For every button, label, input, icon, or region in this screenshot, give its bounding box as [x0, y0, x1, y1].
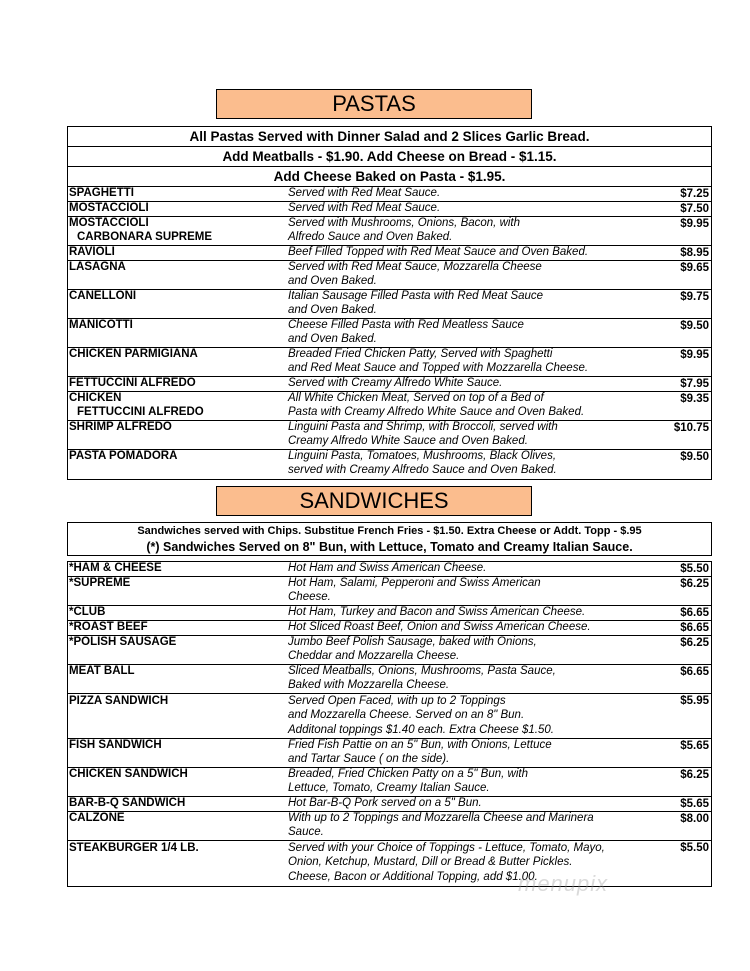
item-description	[288, 261, 649, 289]
item-name	[68, 392, 288, 420]
item-price: $6.65	[680, 622, 709, 634]
item-description	[288, 348, 649, 376]
item-name	[68, 377, 288, 391]
sandwiches-title: SANDWICHES	[216, 486, 532, 516]
item-name	[68, 606, 288, 620]
pastas-menu-item	[68, 450, 711, 478]
item-description	[288, 797, 649, 811]
item-description-line: Lettuce, Tomato, Creamy Italian Sauce.	[288, 781, 490, 794]
item-description	[288, 202, 649, 216]
sandwiches-menu-item	[68, 694, 711, 739]
item-description-line: Breaded, Fried Chicken Patty on a 5" Bun, with	[288, 768, 528, 780]
item-description-line: Served with Mushrooms, Onions, Bacon, with	[288, 217, 521, 229]
item-name	[68, 797, 288, 811]
item-description-line: and Red Meat Sauce and Topped with Mozzarella Cheese.	[288, 361, 589, 374]
item-description-line: and Mozzarella Cheese. Served on an 8" Bun.	[288, 709, 525, 722]
item-price: $6.65	[680, 607, 709, 619]
item-price: $7.25	[680, 188, 709, 200]
item-name	[68, 319, 288, 347]
item-description-line: Cheese Filled Pasta with Red Meatless Sauce	[288, 319, 524, 331]
item-description	[288, 621, 649, 635]
pastas-note-1: All Pastas Served with Dinner Salad and 2 Slices Garlic Bread.	[68, 127, 711, 147]
pastas-menu-item	[68, 202, 711, 217]
sandwiches-menu-item	[68, 797, 711, 812]
item-description-line: Creamy Alfredo White Sauce and Oven Baked.	[288, 434, 528, 447]
item-description-line: Additonal toppings $1.40 each. Extra Cheese $1.50.	[288, 723, 554, 736]
sandwiches-menu-item	[68, 812, 711, 841]
item-price: $9.50	[680, 451, 709, 463]
sandwiches-note-2: (*) Sandwiches Served on 8" Bun, with Lettuce, Tomato and Creamy Italian Sauce.	[146, 540, 633, 554]
item-name	[68, 261, 288, 289]
pastas-items	[68, 187, 711, 478]
item-name-line: BAR-B-Q SANDWICH	[69, 797, 186, 809]
item-name-line: FETTUCCINI ALFREDO	[69, 377, 196, 389]
item-name-line: MOSTACCIOLI	[69, 217, 149, 229]
item-name	[68, 739, 288, 767]
item-name	[68, 450, 288, 478]
item-price: $6.25	[680, 769, 709, 781]
item-description-line: Italian Sausage Filled Pasta with Red Meat Sauce	[288, 290, 544, 302]
sandwiches-menu-item	[68, 768, 711, 797]
item-name-line: MOSTACCIOLI	[69, 202, 149, 214]
item-description-line: and Oven Baked.	[288, 303, 377, 316]
pastas-note-2: Add Meatballs - $1.90. Add Cheese on Bread - $1.15.	[68, 147, 711, 167]
pastas-menu-item	[68, 187, 711, 202]
item-description	[288, 377, 649, 391]
item-price: $9.75	[680, 291, 709, 303]
item-description-line: Served with Creamy Alfredo White Sauce.	[288, 377, 503, 389]
item-description	[288, 187, 649, 201]
item-description-line: Served with Red Meat Sauce.	[288, 187, 441, 199]
sandwiches-menu-item	[68, 841, 711, 885]
item-name-line: STEAKBURGER 1/4 LB.	[69, 842, 199, 854]
item-description-line: Sauce.	[288, 825, 324, 838]
pastas-menu-item	[68, 377, 711, 392]
item-description-line: and Oven Baked.	[288, 274, 377, 287]
pastas-menu-item	[68, 348, 711, 377]
item-price: $6.25	[680, 637, 709, 649]
item-name-line: CHICKEN SANDWICH	[69, 768, 188, 780]
item-price: $8.95	[680, 247, 709, 259]
item-description-line: Served with Red Meat Sauce, Mozzarella Cheese	[288, 261, 542, 273]
item-name-line: *SUPREME	[69, 577, 131, 589]
item-description-line: Pasta with Creamy Alfredo White Sauce and Oven Baked.	[288, 405, 585, 418]
item-description	[288, 739, 649, 767]
sandwiches-notes	[67, 522, 712, 556]
item-name-line: SHRIMP ALFREDO	[69, 421, 172, 433]
item-name-line: *ROAST BEEF	[69, 621, 148, 633]
item-description-line: Served with Red Meat Sauce.	[288, 202, 441, 214]
item-description-line: Cheese.	[288, 590, 331, 603]
item-name	[68, 841, 288, 885]
sandwiches-menu-item	[68, 739, 711, 768]
item-price: $9.35	[680, 393, 709, 405]
item-description	[288, 290, 649, 318]
pastas-menu-item	[68, 246, 711, 261]
item-name-line: PASTA POMADORA	[69, 450, 178, 462]
sandwiches-note-1: Sandwiches served with Chips. Substitue French Fries - $1.50. Extra Cheese or Addt. Topp - $.95	[137, 525, 642, 537]
sandwiches-menu-item	[68, 562, 711, 577]
item-description	[288, 665, 649, 693]
item-name-line: FETTUCCINI ALFREDO	[77, 405, 204, 418]
sandwiches-menu-item	[68, 636, 711, 665]
item-name	[68, 665, 288, 693]
item-name-line: LASAGNA	[69, 261, 126, 273]
item-price: $7.50	[680, 203, 709, 215]
pastas-note-3: Add Cheese Baked on Pasta - $1.95.	[68, 167, 711, 187]
item-name-line: FISH SANDWICH	[69, 739, 162, 751]
item-name-line: *CLUB	[69, 606, 106, 618]
item-description-line: Served with your Choice of Toppings - Lettuce, Tomato, Mayo,	[288, 842, 605, 854]
item-description-line: Served Open Faced, with up to 2 Toppings	[288, 695, 506, 707]
item-price: $5.50	[680, 842, 709, 854]
item-name	[68, 577, 288, 605]
item-description	[288, 319, 649, 347]
item-name	[68, 562, 288, 576]
pastas-menu-item	[68, 421, 711, 450]
pastas-menu-table	[67, 126, 712, 480]
sandwiches-menu-item	[68, 606, 711, 621]
item-name-line: CARBONARA SUPREME	[77, 230, 213, 243]
item-name-line: PIZZA SANDWICH	[69, 695, 169, 707]
item-description-line: Onion, Ketchup, Mustard, Dill or Bread & Butter Pickles.	[288, 856, 573, 869]
item-name	[68, 621, 288, 635]
item-description	[288, 562, 649, 576]
item-price: $5.50	[680, 563, 709, 575]
item-description-line: With up to 2 Toppings and Mozzarella Cheese and Marinera	[288, 812, 594, 824]
item-description-line: All White Chicken Meat, Served on top of a Bed of	[288, 392, 544, 404]
item-price: $5.65	[680, 740, 709, 752]
item-description-line: Fried Fish Pattie on an 5" Bun, with Onions, Lettuce	[288, 739, 552, 751]
item-description	[288, 246, 649, 260]
item-description-line: Jumbo Beef Polish Sausage, baked with Onions,	[288, 636, 537, 648]
item-description	[288, 392, 649, 420]
item-name-line: CHICKEN PARMIGIANA	[69, 348, 198, 360]
item-name-line: CALZONE	[69, 812, 125, 824]
item-price: $5.95	[680, 695, 709, 707]
item-name	[68, 812, 288, 840]
item-description-line: Hot Sliced Roast Beef, Onion and Swiss American Cheese.	[288, 621, 591, 633]
item-description-line: Cheese, Bacon or Additional Topping, add $1.00.	[288, 870, 538, 883]
item-name-line: MANICOTTI	[69, 319, 133, 331]
pastas-menu-item	[68, 217, 711, 246]
pastas-menu-item	[68, 392, 711, 421]
item-name	[68, 246, 288, 260]
item-description-line: Hot Ham, Turkey and Bacon and Swiss American Cheese.	[288, 606, 586, 618]
item-name	[68, 217, 288, 245]
item-description-line: served with Creamy Alfredo Sauce and Oven Baked.	[288, 463, 557, 476]
item-description	[288, 450, 649, 478]
item-description-line: and Tartar Sauce ( on the side).	[288, 752, 450, 765]
pastas-menu-item	[68, 290, 711, 319]
item-name-line: CHICKEN	[69, 392, 122, 404]
item-description	[288, 768, 649, 796]
pastas-title: PASTAS	[216, 89, 532, 119]
item-description-line: Baked with Mozzarella Cheese.	[288, 678, 450, 691]
sandwiches-menu-table	[67, 561, 712, 887]
sandwiches-items	[68, 562, 711, 885]
item-name	[68, 694, 288, 738]
item-name	[68, 636, 288, 664]
item-name-line: *HAM & CHEESE	[69, 562, 162, 574]
item-description	[288, 577, 649, 605]
item-name-line: RAVIOLI	[69, 246, 115, 258]
item-price: $9.50	[680, 320, 709, 332]
item-description-line: Linguini Pasta, Tomatoes, Mushrooms, Black Olives,	[288, 450, 557, 462]
item-description	[288, 606, 649, 620]
item-description-line: Alfredo Sauce and Oven Baked.	[288, 230, 453, 243]
watermark: menupix	[518, 871, 609, 896]
item-description	[288, 694, 649, 738]
item-price: $6.25	[680, 578, 709, 590]
item-name	[68, 348, 288, 376]
item-price: $6.65	[680, 666, 709, 678]
item-description-line: Hot Bar-B-Q Pork served on a 5" Bun.	[288, 797, 482, 809]
item-description-line: Hot Ham and Swiss American Cheese.	[288, 562, 487, 574]
item-description-line: Sliced Meatballs, Onions, Mushrooms, Pasta Sauce,	[288, 665, 556, 677]
item-description-line: Hot Ham, Salami, Pepperoni and Swiss American	[288, 577, 541, 589]
item-description-line: Beef Filled Topped with Red Meat Sauce and Oven Baked.	[288, 246, 589, 258]
pastas-menu-item	[68, 319, 711, 348]
item-description-line: Breaded Fried Chicken Patty, Served with Spaghetti	[288, 348, 553, 360]
item-name-line: MEAT BALL	[69, 665, 135, 677]
item-name	[68, 768, 288, 796]
item-price: $9.95	[680, 218, 709, 230]
pastas-menu-item	[68, 261, 711, 290]
item-name	[68, 290, 288, 318]
item-description	[288, 812, 649, 840]
item-price: $5.65	[680, 798, 709, 810]
item-description-line: Linguini Pasta and Shrimp, with Broccoli, served with	[288, 421, 558, 433]
item-name	[68, 187, 288, 201]
item-name-line: SPAGHETTI	[69, 187, 134, 199]
item-description	[288, 217, 649, 245]
item-price: $10.75	[673, 422, 709, 434]
sandwiches-menu-item	[68, 577, 711, 606]
item-description-line: Cheddar and Mozzarella Cheese.	[288, 649, 460, 662]
item-price: $8.00	[680, 813, 709, 825]
item-price: $9.95	[680, 349, 709, 361]
sandwiches-menu-item	[68, 621, 711, 636]
item-description	[288, 636, 649, 664]
item-description	[288, 421, 649, 449]
item-price: $7.95	[680, 378, 709, 390]
item-name	[68, 202, 288, 216]
item-description-line: and Oven Baked.	[288, 332, 377, 345]
item-price: $9.65	[680, 262, 709, 274]
item-name-line: CANELLONI	[69, 290, 137, 302]
item-name-line: *POLISH SAUSAGE	[69, 636, 177, 648]
item-name	[68, 421, 288, 449]
sandwiches-menu-item	[68, 665, 711, 694]
